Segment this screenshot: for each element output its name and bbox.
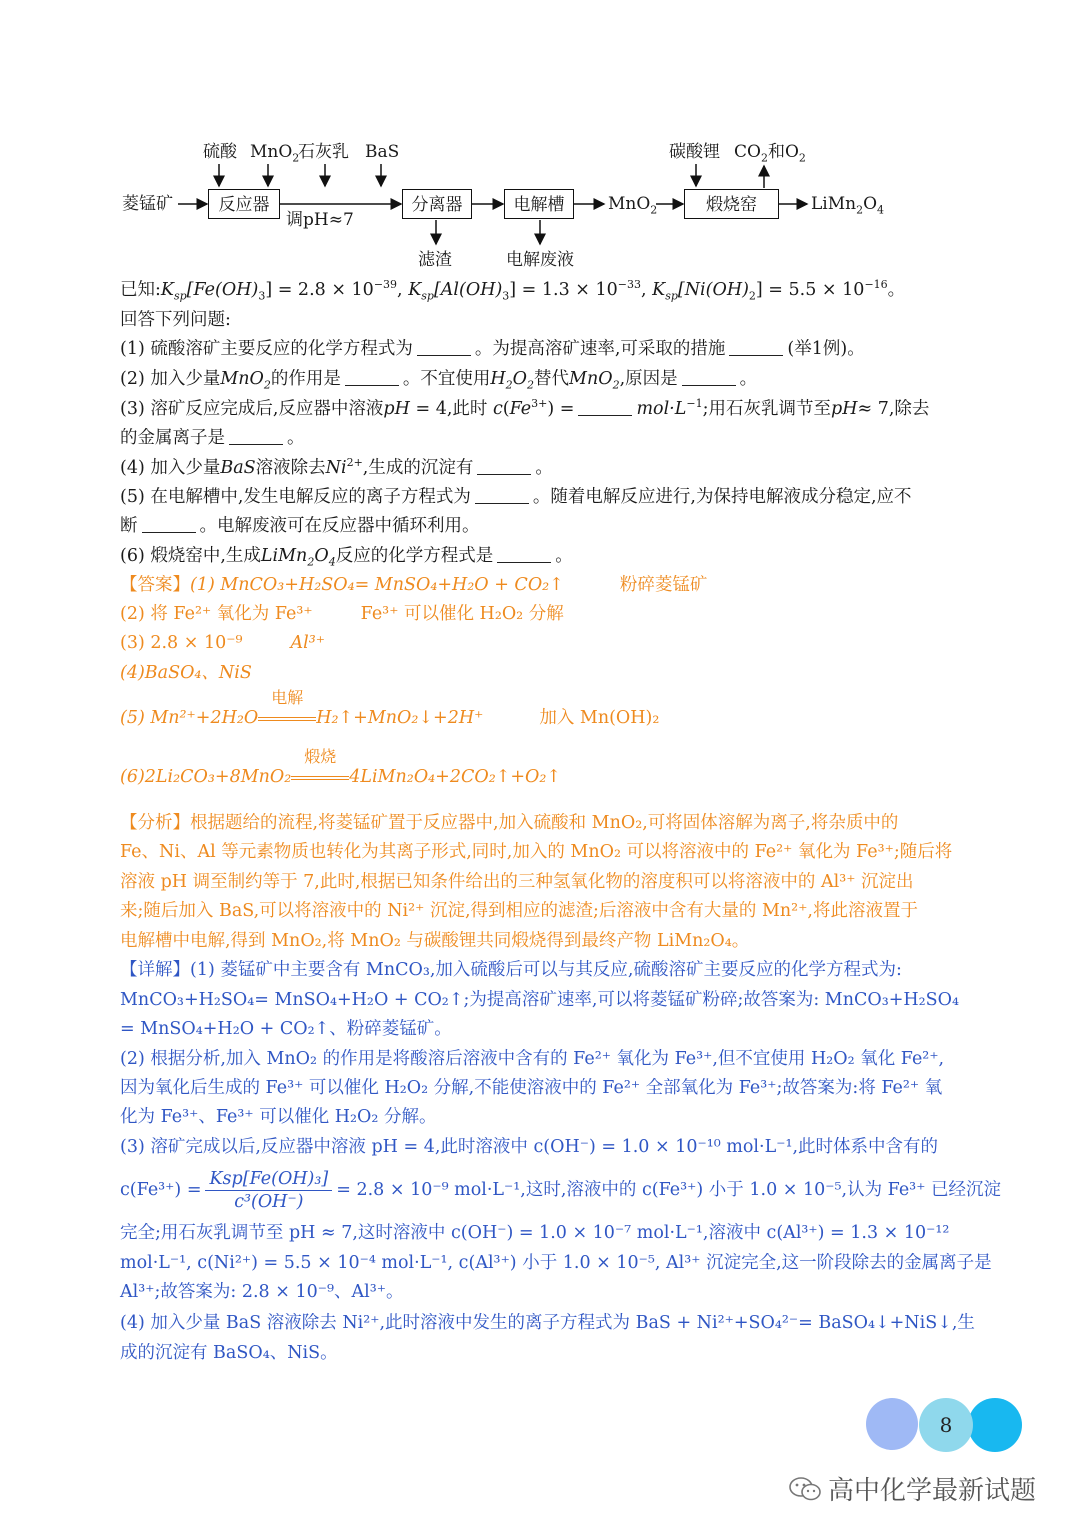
questions-intro: 回答下列问题: xyxy=(120,310,231,330)
analysis-line-5: 电解槽中电解,得到 MnO₂,将 MnO₂ 与碳酸锂共同煅烧得到最终产物 LiMn₂O₄。 xyxy=(120,931,750,951)
detail-line-7: (3) 溶矿完成以后,反应器中溶液 pH = 4,此时溶液中 c(OH⁻) = 1.0 × 10⁻¹⁰ mol·L⁻¹,此时体系中含有的 xyxy=(120,1137,939,1157)
calcination-condition: 煅烧 xyxy=(291,766,349,788)
detail-line-5: 因为氧化后生成的 Fe³⁺ 可以催化 H₂O₂ 分解,不能使溶液中的 Fe²⁺ 全部氧化为 Fe³⁺;故答案为:将 Fe²⁺ 氧 xyxy=(120,1078,943,1098)
wechat-icon xyxy=(788,1475,824,1503)
ph-adjust-label: 调pH≈7 xyxy=(286,210,354,230)
reagent-lime-milk: 石灰乳 xyxy=(298,142,349,162)
watermark-text: 高中化学最新试题 xyxy=(828,1476,1037,1506)
question-5-line1: (5) 在电解槽中,发生电解反应的离子方程式为 。随着电解反应进行,为保持电解液成分稳定,应不 xyxy=(120,487,912,507)
residue-label: 滤渣 xyxy=(418,250,452,270)
reagent-bas: BaS xyxy=(365,142,400,162)
answer-5: (5) Mn²⁺+2H₂O 电解 H₂↑+MnO₂↓+2H⁺ 加入 Mn(OH)₂ xyxy=(120,688,660,728)
detail-line-9: 完全;用石灰乳调节至 pH ≈ 7,这时溶液中 c(OH⁻) = 1.0 × 10⁻⁷ mol·L⁻¹,溶液中 c(Al³⁺) = 1.3 × 10⁻¹² xyxy=(120,1223,950,1243)
separator-box: 分离器 xyxy=(402,189,472,219)
page-badge-right-circle xyxy=(968,1398,1022,1452)
page-number: 8 xyxy=(939,1413,953,1437)
question-1: (1) 硫酸溶矿主要反应的化学方程式为 。为提高溶矿速率,可采取的措施 (举1例)。 xyxy=(120,339,865,359)
gas-output: $CO_2$和$O_2$ xyxy=(734,142,806,165)
analysis-line-3: 溶液 pH 调至制约等于 7,此时,根据已知条件给出的三种氢氧化物的溶度积可以将溶液中的 Al³⁺ 沉淀出 xyxy=(120,872,914,892)
final-product: $LiMn_2O_4$ xyxy=(811,194,885,217)
detail-line-3: = MnSO₄+H₂O + CO₂↑、粉碎菱锰矿。 xyxy=(120,1019,452,1039)
kiln-box: 煅烧窑 xyxy=(684,189,779,219)
answer-2: (2) 将 Fe²⁺ 氧化为 Fe³⁺ Fe³⁺ 可以催化 H₂O₂ 分解 xyxy=(120,604,564,624)
detail-line-12: (4) 加入少量 BaS 溶液除去 Ni²⁺,此时溶液中发生的离子方程式为 BaS + Ni²⁺+SO₄²⁻= BaSO₄↓+NiS↓,生 xyxy=(120,1313,975,1333)
answer-6: (6)2Li₂CO₃+8MnO₂ 煅烧 4LiMn₂O₄+2CO₂↑+O₂↑ xyxy=(120,747,562,787)
detail-line-8: c(Fe³⁺) = $\frac{\text{Ksp[Fe(OH)₃]}}{\text{c³(OH⁻)}}$ = 2.8 × 10⁻⁹ mol·L⁻¹,这时,溶液中的 c(Fe³⁺) 小于 1.0 × 10⁻⁵,认为 Fe³⁺ 已经沉淀 xyxy=(120,1169,1001,1212)
answer-1: 【答案】(1) MnCO₃+H₂SO₄= MnSO₄+H₂O + CO₂↑ 粉碎菱锰矿 xyxy=(120,575,708,595)
reagent-sulfuric-acid: 硫酸 xyxy=(203,142,237,162)
analysis-line-1: 【分析】根据题给的流程,将菱锰矿置于反应器中,加入硫酸和 MnO₂,可将固体溶解为离子,将杂质中的 xyxy=(120,813,899,833)
analysis-line-4: 来;随后加入 BaS,可以将溶液中的 Ni²⁺ 沉淀,得到相应的滤渣;后溶液中含有大量的 Mn²⁺,将此溶液置于 xyxy=(120,901,918,921)
flow-arrows xyxy=(0,0,1080,280)
answer-3: (3) 2.8 × 10⁻⁹ Al³⁺ xyxy=(120,633,325,653)
electrolysis-condition: 电解 xyxy=(258,707,316,729)
detail-line-2: MnCO₃+H₂SO₄= MnSO₄+H₂O + CO₂↑;为提高溶矿速率,可以将菱锰矿粉碎;故答案为: MnCO₃+H₂SO₄ xyxy=(120,990,960,1010)
detail-line-10: mol·L⁻¹, c(Ni²⁺) = 5.5 × 10⁻⁴ mol·L⁻¹, c(Al³⁺) 小于 1.0 × 10⁻⁵, Al³⁺ 沉淀完全,这一阶段除去的金属离子是 xyxy=(120,1253,992,1273)
reagent-lithium-carbonate: 碳酸锂 xyxy=(669,142,720,162)
waste-liquid-label: 电解废液 xyxy=(506,250,574,270)
feed-rhodochrosite: 菱锰矿 xyxy=(122,194,173,214)
electrolyzer-box: 电解槽 xyxy=(504,189,574,219)
detail-line-1: 【详解】(1) 菱锰矿中主要含有 MnCO₃,加入硫酸后可以与其反应,硫酸溶矿主要反应的化学方程式为: xyxy=(120,960,902,980)
detail-line-6: 化为 Fe³⁺、Fe³⁺ 可以催化 H₂O₂ 分解。 xyxy=(120,1107,437,1127)
detail-line-4: (2) 根据分析,加入 MnO₂ 的作用是将酸溶后溶液中含有的 Fe²⁺ 氧化为 Fe³⁺,但不宜使用 H₂O₂ 氧化 Fe²⁺, xyxy=(120,1049,945,1069)
analysis-line-2: Fe、Ni、Al 等元素物质也转化为其离子形式,同时,加入的 MnO₂ 可以将溶液中的 Fe²⁺ 氧化为 Fe³⁺;随后将 xyxy=(120,842,953,862)
question-4: (4) 加入少量BaS溶液除去$Ni^{2+}$,生成的沉淀有 。 xyxy=(120,456,553,478)
question-5-line2: 断 。电解废液可在反应器中循环利用。 xyxy=(120,516,480,536)
detail-line-13: 成的沉淀有 BaSO₄、NiS。 xyxy=(120,1343,338,1363)
question-3-line1: (3) 溶矿反应完成后,反应器中溶液pH = 4,此时 $c(Fe^{3+}) = mol\cdot L^{-1}$;用石灰乳调节至pH≈ 7,除去 xyxy=(120,397,930,419)
ksp-fraction: $\frac{\text{Ksp[Fe(OH)₃]}}{\text{c³(OH⁻)}}$ xyxy=(205,1168,332,1213)
answer-4: (4)BaSO₄、NiS xyxy=(120,663,252,683)
question-6: (6) 煅烧窑中,生成$LiMn_2O_4$反应的化学方程式是 。 xyxy=(120,546,573,569)
reactor-box: 反应器 xyxy=(208,189,280,219)
question-3-line2: 的金属离子是 。 xyxy=(120,428,305,448)
mno2-product: MnO$_2$ xyxy=(608,194,658,217)
reagent-mno2: MnO$_2$ xyxy=(250,142,300,165)
known-ksp-line: 已知$:K_{sp}[Fe(OH)_3] = 2.8 \times 10^{-39}$, $K_{sp}[Al(OH)_3] = 1.3 \times 10^{-33}$, $K_{sp}[Ni(OH)_2] = 5.5 \times 10^{-16}$。 xyxy=(120,278,906,303)
page-badge-left-circle xyxy=(866,1398,918,1450)
detail-line-11: Al³⁺;故答案为: 2.8 × 10⁻⁹、Al³⁺。 xyxy=(120,1282,404,1302)
question-2: (2) 加入少量MnO$_2$的作用是 。不宜使用$H_2O_2$替代MnO$_2$,原因是 。 xyxy=(120,369,758,392)
